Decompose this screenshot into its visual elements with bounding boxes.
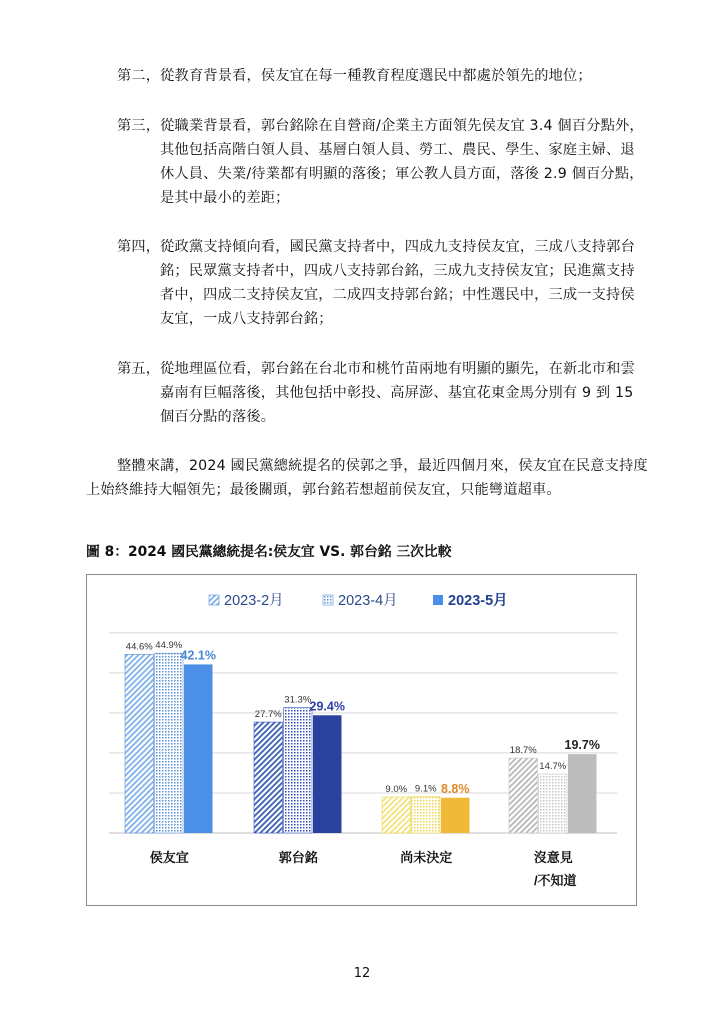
data-label: 42.1% xyxy=(180,648,216,663)
bar xyxy=(568,754,597,833)
bar xyxy=(509,758,538,833)
data-label: 44.6% xyxy=(125,641,153,653)
text-line: 銘；民眾黨支持者中，四成八支持郭台銘，三成九支持侯友宜；民進黨支持 xyxy=(160,263,635,279)
category-label: 尚未決定 xyxy=(400,850,453,865)
bar xyxy=(155,653,184,833)
legend-label: 2023-4月 xyxy=(338,593,398,609)
text-line: 是其中最小的差距； xyxy=(160,190,290,206)
category-label: 郭台銘 xyxy=(278,850,318,865)
bar xyxy=(313,715,342,833)
data-label: 29.4% xyxy=(309,699,345,714)
data-label: 9.1% xyxy=(414,783,437,795)
bar xyxy=(184,664,213,833)
legend-label: 2023-5月 xyxy=(448,593,508,609)
text-line: 第二，從教育背景看，侯友宜在每一種教育程度選民中都處於領先的地位； xyxy=(117,68,592,84)
text-line: 第四，從政黨支持傾向看，國民黨支持者中，四成九支持侯友宜，三成八支持郭台 xyxy=(117,239,635,255)
legend-swatch xyxy=(323,595,333,605)
data-label: 8.8% xyxy=(441,781,470,796)
legend-label: 2023-2月 xyxy=(224,593,284,609)
paragraph-occupation xyxy=(117,114,644,210)
data-label: 19.7% xyxy=(564,738,600,753)
bar xyxy=(125,654,154,833)
chart-frame xyxy=(86,574,637,906)
bar xyxy=(284,708,313,833)
data-label: 31.3% xyxy=(284,694,312,706)
paragraph-education xyxy=(117,64,592,88)
text-line: 個百分點的落後。 xyxy=(160,409,276,425)
legend-swatch xyxy=(433,595,443,605)
paragraph-summary xyxy=(86,454,648,502)
bar xyxy=(412,797,441,833)
text-line: 友宜，一成八支持郭台銘； xyxy=(160,311,333,327)
category-label: /不知道 xyxy=(533,873,577,888)
text-line: 第五，從地理區位看，郭台銘在台北市和桃竹苗兩地有明顯的顯先，在新北市和雲 xyxy=(117,361,635,377)
text-line: 第三，從職業背景看，郭台銘除在自營商/企業主方面領先侯友宜 3.4 個百分點外， xyxy=(117,118,644,134)
bar xyxy=(254,722,283,833)
category-label: 沒意見 xyxy=(533,850,573,865)
data-label: 44.9% xyxy=(155,640,183,652)
text-line: 者中，四成二支持侯友宜，二成四支持郭台銘；中性選民中，三成一支持侯 xyxy=(160,287,635,303)
bar xyxy=(441,798,470,833)
bar-chart xyxy=(87,575,636,905)
text-line: 嘉南有巨幅落後，其他包括中彰投、高屏澎、基宜花東金馬分別有 9 到 15 xyxy=(160,385,634,401)
figure-caption: 圖 8：2024 國民黨總統提名:侯友宜 VS. 郭台銘 三次比較 xyxy=(86,544,452,560)
paragraph-party xyxy=(117,235,635,331)
data-label: 9.0% xyxy=(385,783,408,795)
data-label: 14.7% xyxy=(539,761,567,773)
bar xyxy=(539,774,568,833)
data-label: 27.7% xyxy=(254,709,282,721)
data-label: 18.7% xyxy=(509,745,537,757)
bar xyxy=(382,797,411,833)
page-number: 12 xyxy=(353,966,371,981)
category-label: 侯友宜 xyxy=(149,850,189,865)
text-line: 整體來講，2024 國民黨總統提名的侯郭之爭，最近四個月來，侯友宜在民意支持度 xyxy=(117,458,648,474)
text-line: 其他包括高階白領人員、基層白領人員、勞工、農民、學生、家庭主婦、退 xyxy=(160,142,635,158)
text-line: 上始終維持大幅領先；最後關頭，郭台銘若想超前侯友宜，只能彎道超車。 xyxy=(86,482,561,498)
text-line: 休人員、失業/待業都有明顯的落後；軍公教人員方面，落後 2.9 個百分點， xyxy=(160,166,644,182)
paragraph-region xyxy=(117,357,635,429)
legend-swatch xyxy=(209,595,219,605)
